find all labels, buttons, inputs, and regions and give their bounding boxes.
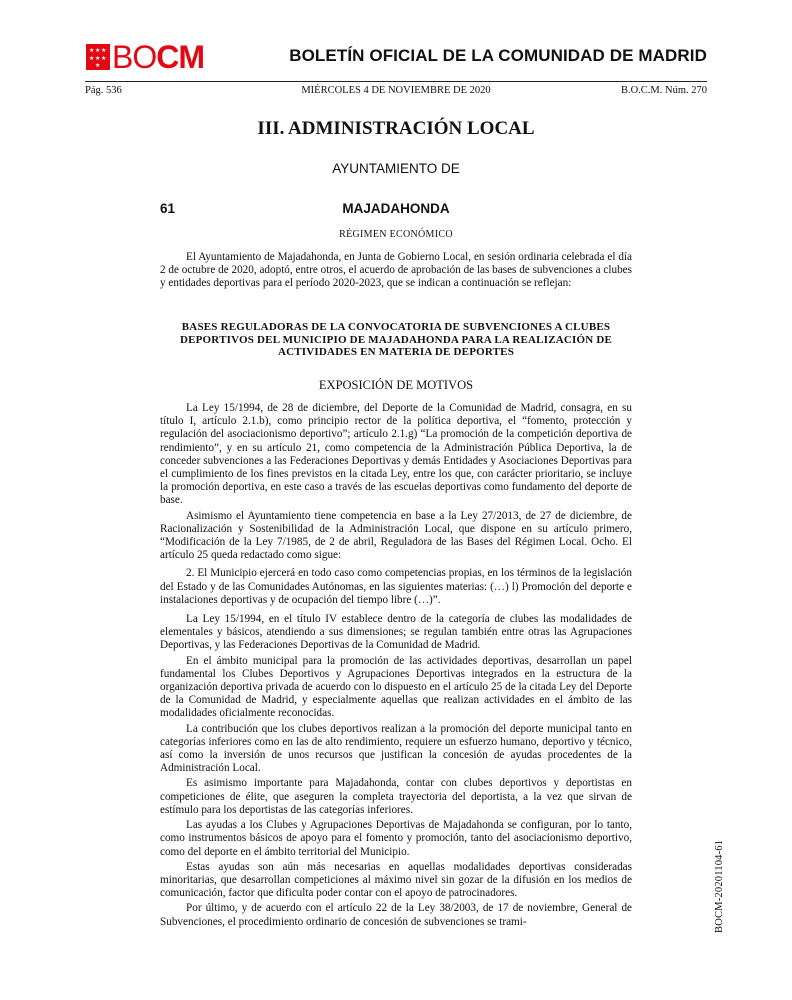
ayuntamiento-heading: AYUNTAMIENTO DE [332,161,460,176]
page-number: Pág. 536 [85,85,122,96]
bocm-logo [86,39,204,75]
paragraph: La contribución que los clubes deportivos realizan a la promoción del deporte municipal tanto en categorías inferiores como en las de alto rendimiento, requiere un esfuerzo humano, deportivo y técnico, así como la inversión de unos recursos que justifican la concesión de ayudas procedentes de la Administración Local. [160,722,632,775]
bocm-side-code: BOCM-20201104-61 [714,839,725,933]
bases-title: BASES REGULADORAS DE LA CONVOCATORIA DE SUBVENCIONES A CLUBES DEPORTIVOS DEL MUNICIPIO DE MAJADAHONDA PARA LA REALIZACIÓN DE ACTIVIDADES EN MATERIA DE DEPORTES [179,321,613,358]
issue-number: B.O.C.M. Núm. 270 [620,85,707,96]
main-text [160,402,632,931]
paragraph: Asimismo el Ayuntamiento tiene competencia en base a la Ley 27/2013, de 27 de diciembre, de Racionalización y Sostenibilidad de la Administración Local, que dispone en su artículo primero, “Modificación de la Ley 7/1985, de 2 de abril, Reguladora de las Bases del Régimen Local. Ocho. El artículo 25 queda redactado como sigue: [160,509,632,562]
announcement-number: 61 [160,201,176,216]
quoted-paragraph: 2. El Municipio ejercerá en todo caso como competencias propias, en los términos de la legislación del Estado y de las Comunidades Autónomas, en las siguientes materias: (…) l) Promoción del deporte e instalaciones deportivas y de ocupación del tiempo libre (…)”. [160,567,632,606]
paragraph: En el ámbito municipal para la promoción de las actividades deportivas, desarrollan un papel fundamental los Clubes Deportivos y Agrupaciones Deportivas integrados en la estructura de la organización deportiva privada de acuerdo con lo dispuesto en el artículo 25 de la citada Ley del Deporte de la Comunidad de Madrid, y especialmente aquellas que realizan actividades en el ámbito de las modalidades oficialmente reconocidas. [160,654,632,720]
paragraph: La Ley 15/1994, de 28 de diciembre, del Deporte de la Comunidad de Madrid, consagra, en su título I, artículo 2.1.b), como principio rector de la política deportiva, el “fomento, protección y regulación del asociacionismo deportivo”; artículo 2.1.g) “La promoción de la competición deportiva de rendimiento”, y en su artículo 21, como competencia de la Administración Pública Deportiva, la de conceder subvenciones a las Federaciones Deportivas y demás Entidades y Asociaciones Deportivas para el cumplimiento de los fines previstos en la citada Ley, entre los que, con carácter prioritario, se incluye la promoción deportiva, en este caso a través de las escuelas deportivas como fundamento del deporte de base. [160,402,632,507]
logo-text: BOCM [112,39,204,75]
intro-block [160,251,632,293]
paragraph: Estas ayudas son aún más necesarias en aquellas modalidades deportivas consideradas minoritarias, que desarrollan competiciones al máximo nivel sin gozar de la difusión en los medios de comunicación, factor que dificulta poder contar con el apoyo de patrocinadores. [160,860,632,900]
bulletin-title: BOLETÍN OFICIAL DE LA COMUNIDAD DE MADRID [289,46,707,65]
municipality-name: MAJADAHONDA [342,201,450,216]
section-title: III. ADMINISTRACIÓN LOCAL [257,118,535,139]
madrid-stars-icon: ★ ★ ★ ★ ★ ★ ★ [86,44,110,70]
issue-date: MIÉRCOLES 4 DE NOVIEMBRE DE 2020 [301,85,491,96]
paragraph: Por último, y de acuerdo con el artículo 22 de la Ley 38/2003, de 17 de noviembre, General de Subvenciones, el procedimiento ordinario de concesión de subvenciones se trami- [160,902,632,928]
subject-heading: RÉGIMEN ECONÓMICO [339,229,453,240]
paragraph: Es asimismo importante para Majadahonda, contar con clubes deportivos y deportistas en competiciones de élite, que aseguren la completa trayectoria del deportista, a la vez que sirvan de estímulo para los deportistas de las categorías inferiores. [160,777,632,816]
header-divider [85,81,707,82]
paragraph: Las ayudas a los Clubes y Agrupaciones Deportivas de Majadahonda se configuran, por lo tanto, como instrumentos básicos de apoyo para el fomento y promoción, tanto del asociacionismo deportivo, como del deporte en el ámbito territorial del Municipio. [160,819,632,858]
intro-paragraph: El Ayuntamiento de Majadahonda, en Junta de Gobierno Local, en sesión ordinaria celebrada el día 2 de octubre de 2020, adoptó, entre otros, el acuerdo de aprobación de las bases de subvenciones a clubes y entidades deportivas para el período 2020-2023, que se indican a continuación se reflejan: [160,251,632,290]
exposicion-heading: EXPOSICIÓN DE MOTIVOS [318,378,474,392]
paragraph: La Ley 15/1994, en el título IV establece dentro de la categoría de clubes las modalidades de elementales y básicos, atendiendo a sus dimensiones; se regulan también entre otras las Agrupaciones Deportivas, y las Federaciones Deportivas de la Comunidad de Madrid. [160,613,632,652]
